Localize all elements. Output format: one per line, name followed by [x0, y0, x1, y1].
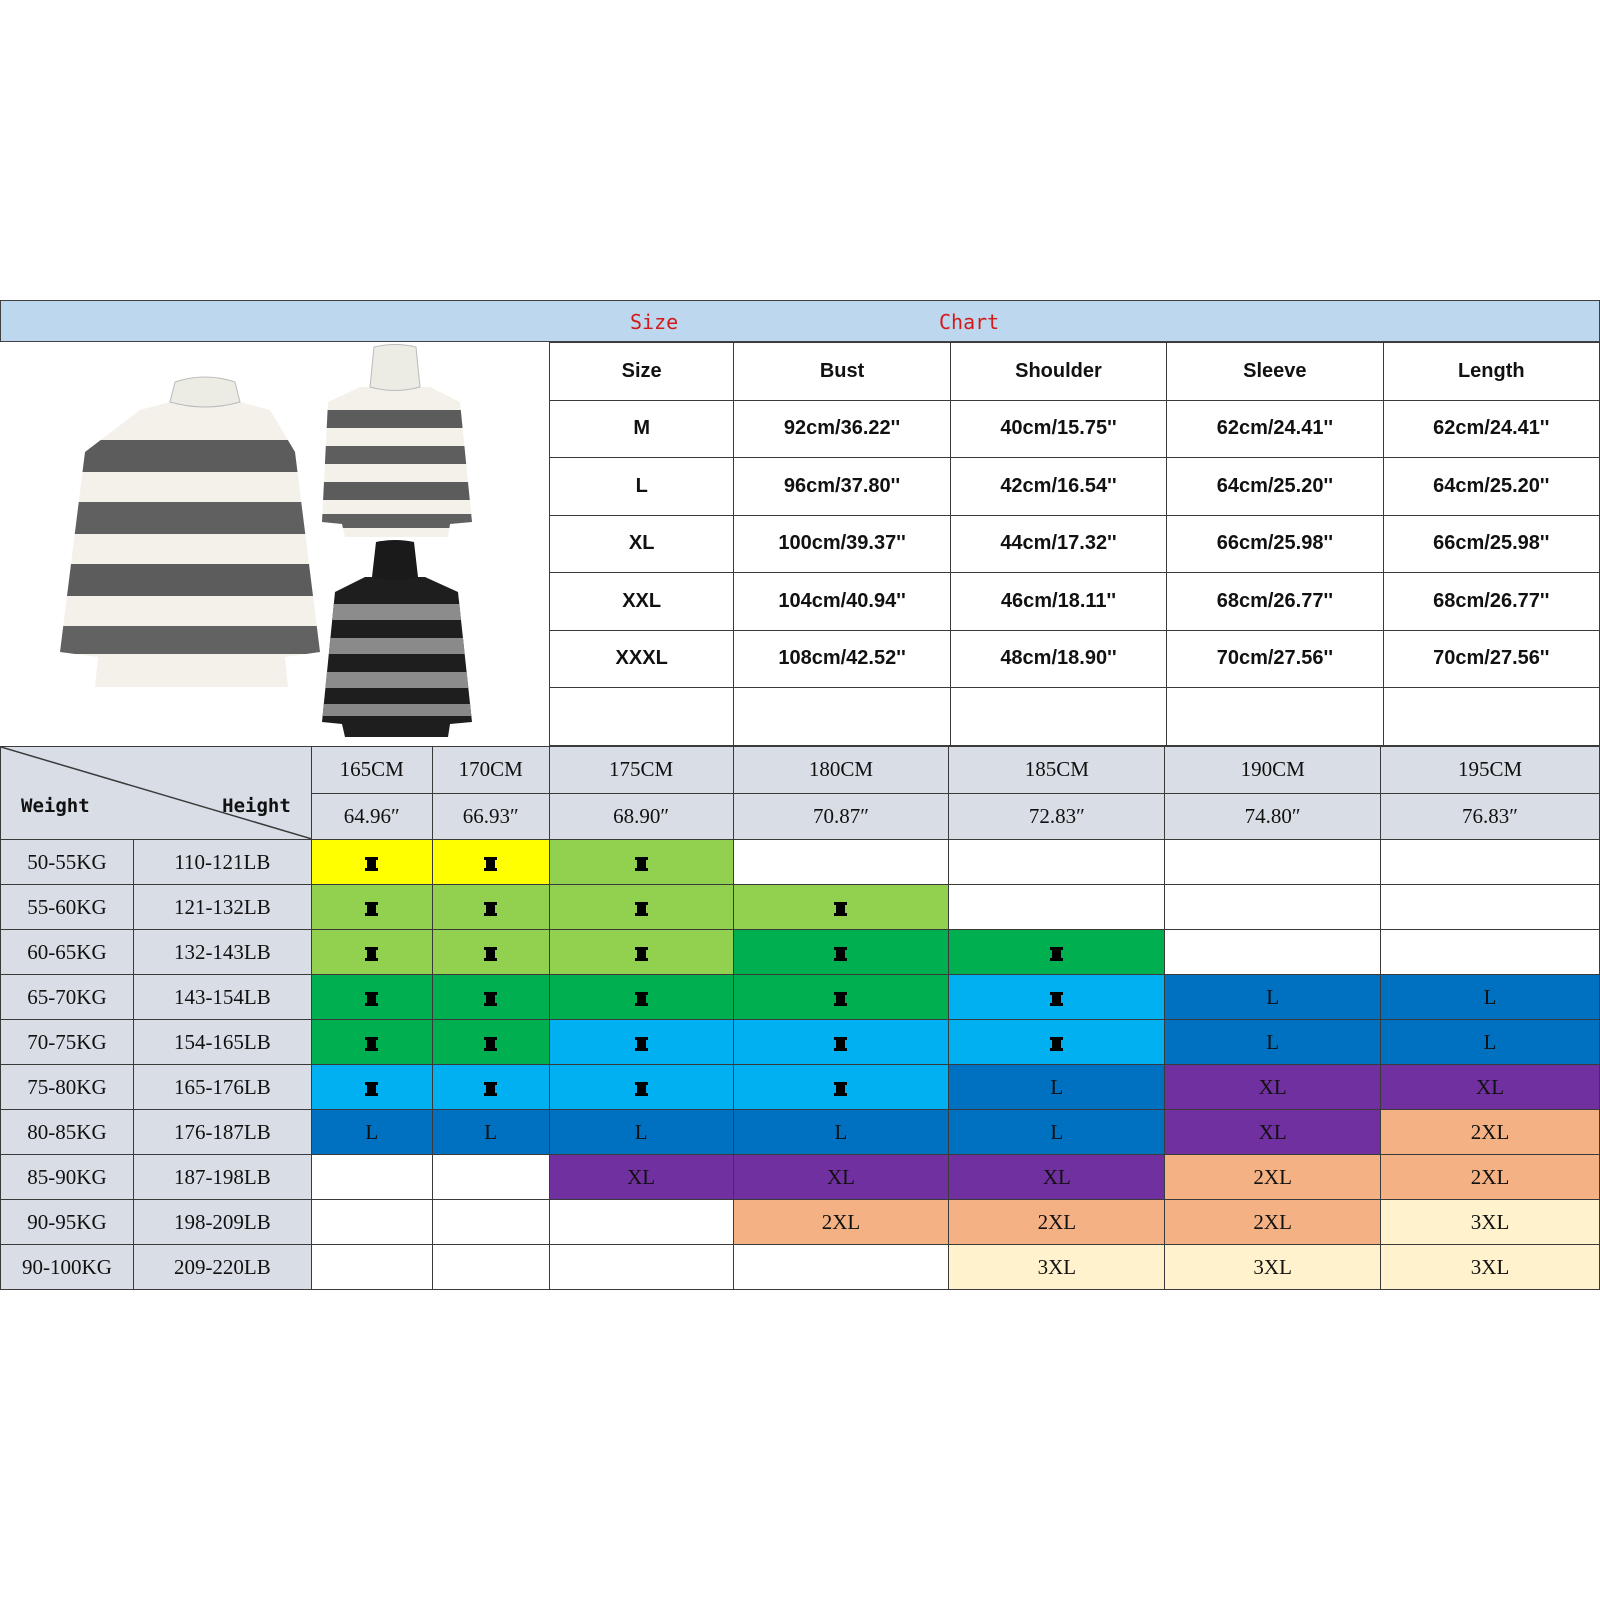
size-cell	[432, 975, 549, 1020]
size-cell: L	[432, 1110, 549, 1155]
measurement-cell	[1383, 688, 1599, 746]
size-m-mark	[367, 902, 376, 916]
size-m-mark	[486, 947, 495, 961]
size-m-mark	[367, 1037, 376, 1051]
size-cell	[432, 1155, 549, 1200]
size-m-mark	[1052, 1037, 1061, 1051]
weight-lb: 121-132LB	[133, 885, 311, 930]
height-in: 64.96″	[311, 793, 432, 840]
size-cell	[311, 1200, 432, 1245]
measurement-header: Bust	[734, 343, 950, 401]
weight-lb: 209-220LB	[133, 1245, 311, 1290]
grid-row	[1, 975, 1600, 1020]
size-cell	[733, 1245, 949, 1290]
weight-lb: 154-165LB	[133, 1020, 311, 1065]
size-cell	[949, 975, 1165, 1020]
size-cell	[1165, 930, 1381, 975]
measurement-header: Length	[1383, 343, 1599, 401]
measurement-row	[550, 400, 1600, 458]
size-cell	[549, 1065, 733, 1110]
title-size: Size	[630, 310, 679, 334]
size-cell	[311, 885, 432, 930]
measurement-cell	[950, 688, 1166, 746]
measurement-header: Sleeve	[1167, 343, 1383, 401]
grid-row	[1, 1245, 1600, 1290]
measurement-cell	[550, 688, 734, 746]
weight-kg: 75-80KG	[1, 1065, 134, 1110]
measurement-cell: 70cm/27.56''	[1383, 630, 1599, 688]
size-cell	[311, 1065, 432, 1110]
size-cell: XL	[1381, 1065, 1600, 1110]
size-m-mark	[836, 992, 845, 1006]
white-striped-sweater-large	[50, 382, 330, 702]
size-cell: L	[1381, 975, 1600, 1020]
size-cell	[432, 930, 549, 975]
size-cell: L	[311, 1110, 432, 1155]
size-cell	[549, 1020, 733, 1065]
measurement-cell: L	[550, 458, 734, 516]
size-m-mark	[637, 947, 646, 961]
black-striped-sweater	[315, 572, 475, 742]
measurement-cell: 68cm/26.77''	[1167, 573, 1383, 631]
weight-lb: 176-187LB	[133, 1110, 311, 1155]
height-cm: 195CM	[1381, 747, 1600, 794]
weight-lb: 198-209LB	[133, 1200, 311, 1245]
size-chart	[0, 300, 1600, 1302]
measurement-header: Shoulder	[950, 343, 1166, 401]
size-cell: XL	[1165, 1065, 1381, 1110]
size-cell	[733, 885, 949, 930]
size-cell: 3XL	[1381, 1200, 1600, 1245]
measurement-cell: 70cm/27.56''	[1167, 630, 1383, 688]
size-cell: XL	[1165, 1110, 1381, 1155]
size-cell: L	[1165, 975, 1381, 1020]
weight-lb: 165-176LB	[133, 1065, 311, 1110]
grid-row	[1, 1200, 1600, 1245]
size-cell	[311, 1020, 432, 1065]
size-cell	[549, 840, 733, 885]
height-in: 74.80″	[1165, 793, 1381, 840]
size-cell: 3XL	[1165, 1245, 1381, 1290]
size-m-mark	[836, 1037, 845, 1051]
size-cell	[432, 1200, 549, 1245]
size-cell	[432, 840, 549, 885]
height-cm: 185CM	[949, 747, 1165, 794]
measurement-row	[550, 688, 1600, 746]
measurement-row	[550, 573, 1600, 631]
measurement-cell: 62cm/24.41''	[1167, 400, 1383, 458]
height-cm: 180CM	[733, 747, 949, 794]
size-cell: XL	[949, 1155, 1165, 1200]
size-cell	[549, 1200, 733, 1245]
size-cell	[549, 975, 733, 1020]
height-cm: 165CM	[311, 747, 432, 794]
height-in: 72.83″	[949, 793, 1165, 840]
grid-row	[1, 840, 1600, 885]
measurement-cell: 64cm/25.20''	[1383, 458, 1599, 516]
measurement-row	[550, 515, 1600, 573]
title-bar	[0, 300, 1600, 342]
height-cm: 170CM	[432, 747, 549, 794]
measurement-cell: 46cm/18.11''	[950, 573, 1166, 631]
height-in: 68.90″	[549, 793, 733, 840]
measurement-cell: XXXL	[550, 630, 734, 688]
size-cell: 2XL	[1165, 1200, 1381, 1245]
grid-row	[1, 1155, 1600, 1200]
weight-kg: 90-100KG	[1, 1245, 134, 1290]
size-cell	[549, 930, 733, 975]
measurement-cell: M	[550, 400, 734, 458]
size-cell: 2XL	[1381, 1155, 1600, 1200]
size-m-mark	[367, 947, 376, 961]
product-photos	[0, 342, 549, 746]
measurement-header: Size	[550, 343, 734, 401]
size-recommendation-grid	[0, 746, 1600, 1290]
size-cell: 2XL	[1381, 1110, 1600, 1155]
size-cell	[311, 1155, 432, 1200]
size-cell	[1165, 885, 1381, 930]
measurement-cell	[734, 688, 950, 746]
size-cell: L	[733, 1110, 949, 1155]
weight-height-corner	[1, 747, 312, 840]
size-cell: 2XL	[949, 1200, 1165, 1245]
size-cell	[549, 885, 733, 930]
size-m-mark	[836, 947, 845, 961]
size-cell: XL	[733, 1155, 949, 1200]
weight-label: Weight	[21, 795, 90, 817]
size-cell	[949, 1020, 1165, 1065]
size-cell: L	[949, 1110, 1165, 1155]
title-chart: Chart	[939, 310, 1000, 334]
size-cell: L	[1165, 1020, 1381, 1065]
size-cell: L	[949, 1065, 1165, 1110]
measurement-cell: XL	[550, 515, 734, 573]
size-m-mark	[637, 1037, 646, 1051]
size-m-mark	[486, 857, 495, 871]
measurement-cell: 100cm/39.37''	[734, 515, 950, 573]
weight-kg: 55-60KG	[1, 885, 134, 930]
measurement-table	[549, 342, 1600, 746]
size-cell: L	[1381, 1020, 1600, 1065]
measurement-cell: 64cm/25.20''	[1167, 458, 1383, 516]
weight-kg: 60-65KG	[1, 930, 134, 975]
size-m-mark	[637, 992, 646, 1006]
size-cell	[432, 1065, 549, 1110]
height-in: 70.87″	[733, 793, 949, 840]
grid-row	[1, 1065, 1600, 1110]
size-cell	[432, 1245, 549, 1290]
size-cell	[311, 975, 432, 1020]
size-cell: XL	[549, 1155, 733, 1200]
measurement-cell: 48cm/18.90''	[950, 630, 1166, 688]
measurement-cell: 66cm/25.98''	[1167, 515, 1383, 573]
size-m-mark	[486, 1082, 495, 1096]
size-cell	[1381, 840, 1600, 885]
size-cell: L	[549, 1110, 733, 1155]
size-cell	[733, 975, 949, 1020]
weight-kg: 65-70KG	[1, 975, 134, 1020]
height-in: 66.93″	[432, 793, 549, 840]
size-cell: 2XL	[733, 1200, 949, 1245]
weight-kg: 90-95KG	[1, 1200, 134, 1245]
weight-lb: 187-198LB	[133, 1155, 311, 1200]
size-cell	[311, 1245, 432, 1290]
grid-row	[1, 1110, 1600, 1155]
measurement-cell	[1167, 688, 1383, 746]
size-cell	[949, 930, 1165, 975]
grid-row	[1, 885, 1600, 930]
weight-kg: 80-85KG	[1, 1110, 134, 1155]
weight-kg: 50-55KG	[1, 840, 134, 885]
measurement-cell: 68cm/26.77''	[1383, 573, 1599, 631]
size-cell	[549, 1245, 733, 1290]
size-m-mark	[486, 902, 495, 916]
size-cell	[949, 885, 1165, 930]
measurement-cell: XXL	[550, 573, 734, 631]
size-cell	[733, 930, 949, 975]
size-m-mark	[367, 992, 376, 1006]
size-cell: 3XL	[1381, 1245, 1600, 1290]
height-in: 76.83″	[1381, 793, 1600, 840]
measurement-cell: 108cm/42.52''	[734, 630, 950, 688]
size-cell	[1165, 840, 1381, 885]
size-cell	[733, 840, 949, 885]
size-m-mark	[1052, 992, 1061, 1006]
size-cell	[432, 885, 549, 930]
measurement-cell: 42cm/16.54''	[950, 458, 1166, 516]
size-cell	[311, 840, 432, 885]
size-m-mark	[637, 857, 646, 871]
measurement-cell: 62cm/24.41''	[1383, 400, 1599, 458]
grid-row	[1, 1020, 1600, 1065]
height-cm: 190CM	[1165, 747, 1381, 794]
measurement-cell: 44cm/17.32''	[950, 515, 1166, 573]
size-m-mark	[486, 1037, 495, 1051]
measurement-cell: 96cm/37.80''	[734, 458, 950, 516]
size-cell	[1381, 885, 1600, 930]
measurement-cell: 104cm/40.94''	[734, 573, 950, 631]
size-m-mark	[836, 1082, 845, 1096]
size-cell	[432, 1020, 549, 1065]
size-cell	[949, 840, 1165, 885]
weight-kg: 85-90KG	[1, 1155, 134, 1200]
grid-row	[1, 930, 1600, 975]
weight-lb: 110-121LB	[133, 840, 311, 885]
measurement-row	[550, 458, 1600, 516]
size-cell	[1381, 930, 1600, 975]
size-cell: 3XL	[949, 1245, 1165, 1290]
weight-lb: 143-154LB	[133, 975, 311, 1020]
size-cell	[733, 1020, 949, 1065]
measurement-row	[550, 630, 1600, 688]
size-m-mark	[367, 857, 376, 871]
size-m-mark	[637, 1082, 646, 1096]
size-m-mark	[367, 1082, 376, 1096]
size-cell: 2XL	[1165, 1155, 1381, 1200]
size-m-mark	[836, 902, 845, 916]
white-striped-sweater-small	[315, 382, 475, 542]
height-label: Height	[222, 795, 291, 817]
sweater-photos	[0, 342, 549, 746]
weight-kg: 70-75KG	[1, 1020, 134, 1065]
measurement-header-row	[550, 343, 1600, 401]
size-cell	[311, 930, 432, 975]
measurement-cell: 66cm/25.98''	[1383, 515, 1599, 573]
weight-lb: 132-143LB	[133, 930, 311, 975]
measurement-cell: 40cm/15.75''	[950, 400, 1166, 458]
size-cell	[733, 1065, 949, 1110]
size-m-mark	[486, 992, 495, 1006]
size-m-mark	[1052, 947, 1061, 961]
measurement-cell: 92cm/36.22''	[734, 400, 950, 458]
size-m-mark	[637, 902, 646, 916]
height-cm: 175CM	[549, 747, 733, 794]
